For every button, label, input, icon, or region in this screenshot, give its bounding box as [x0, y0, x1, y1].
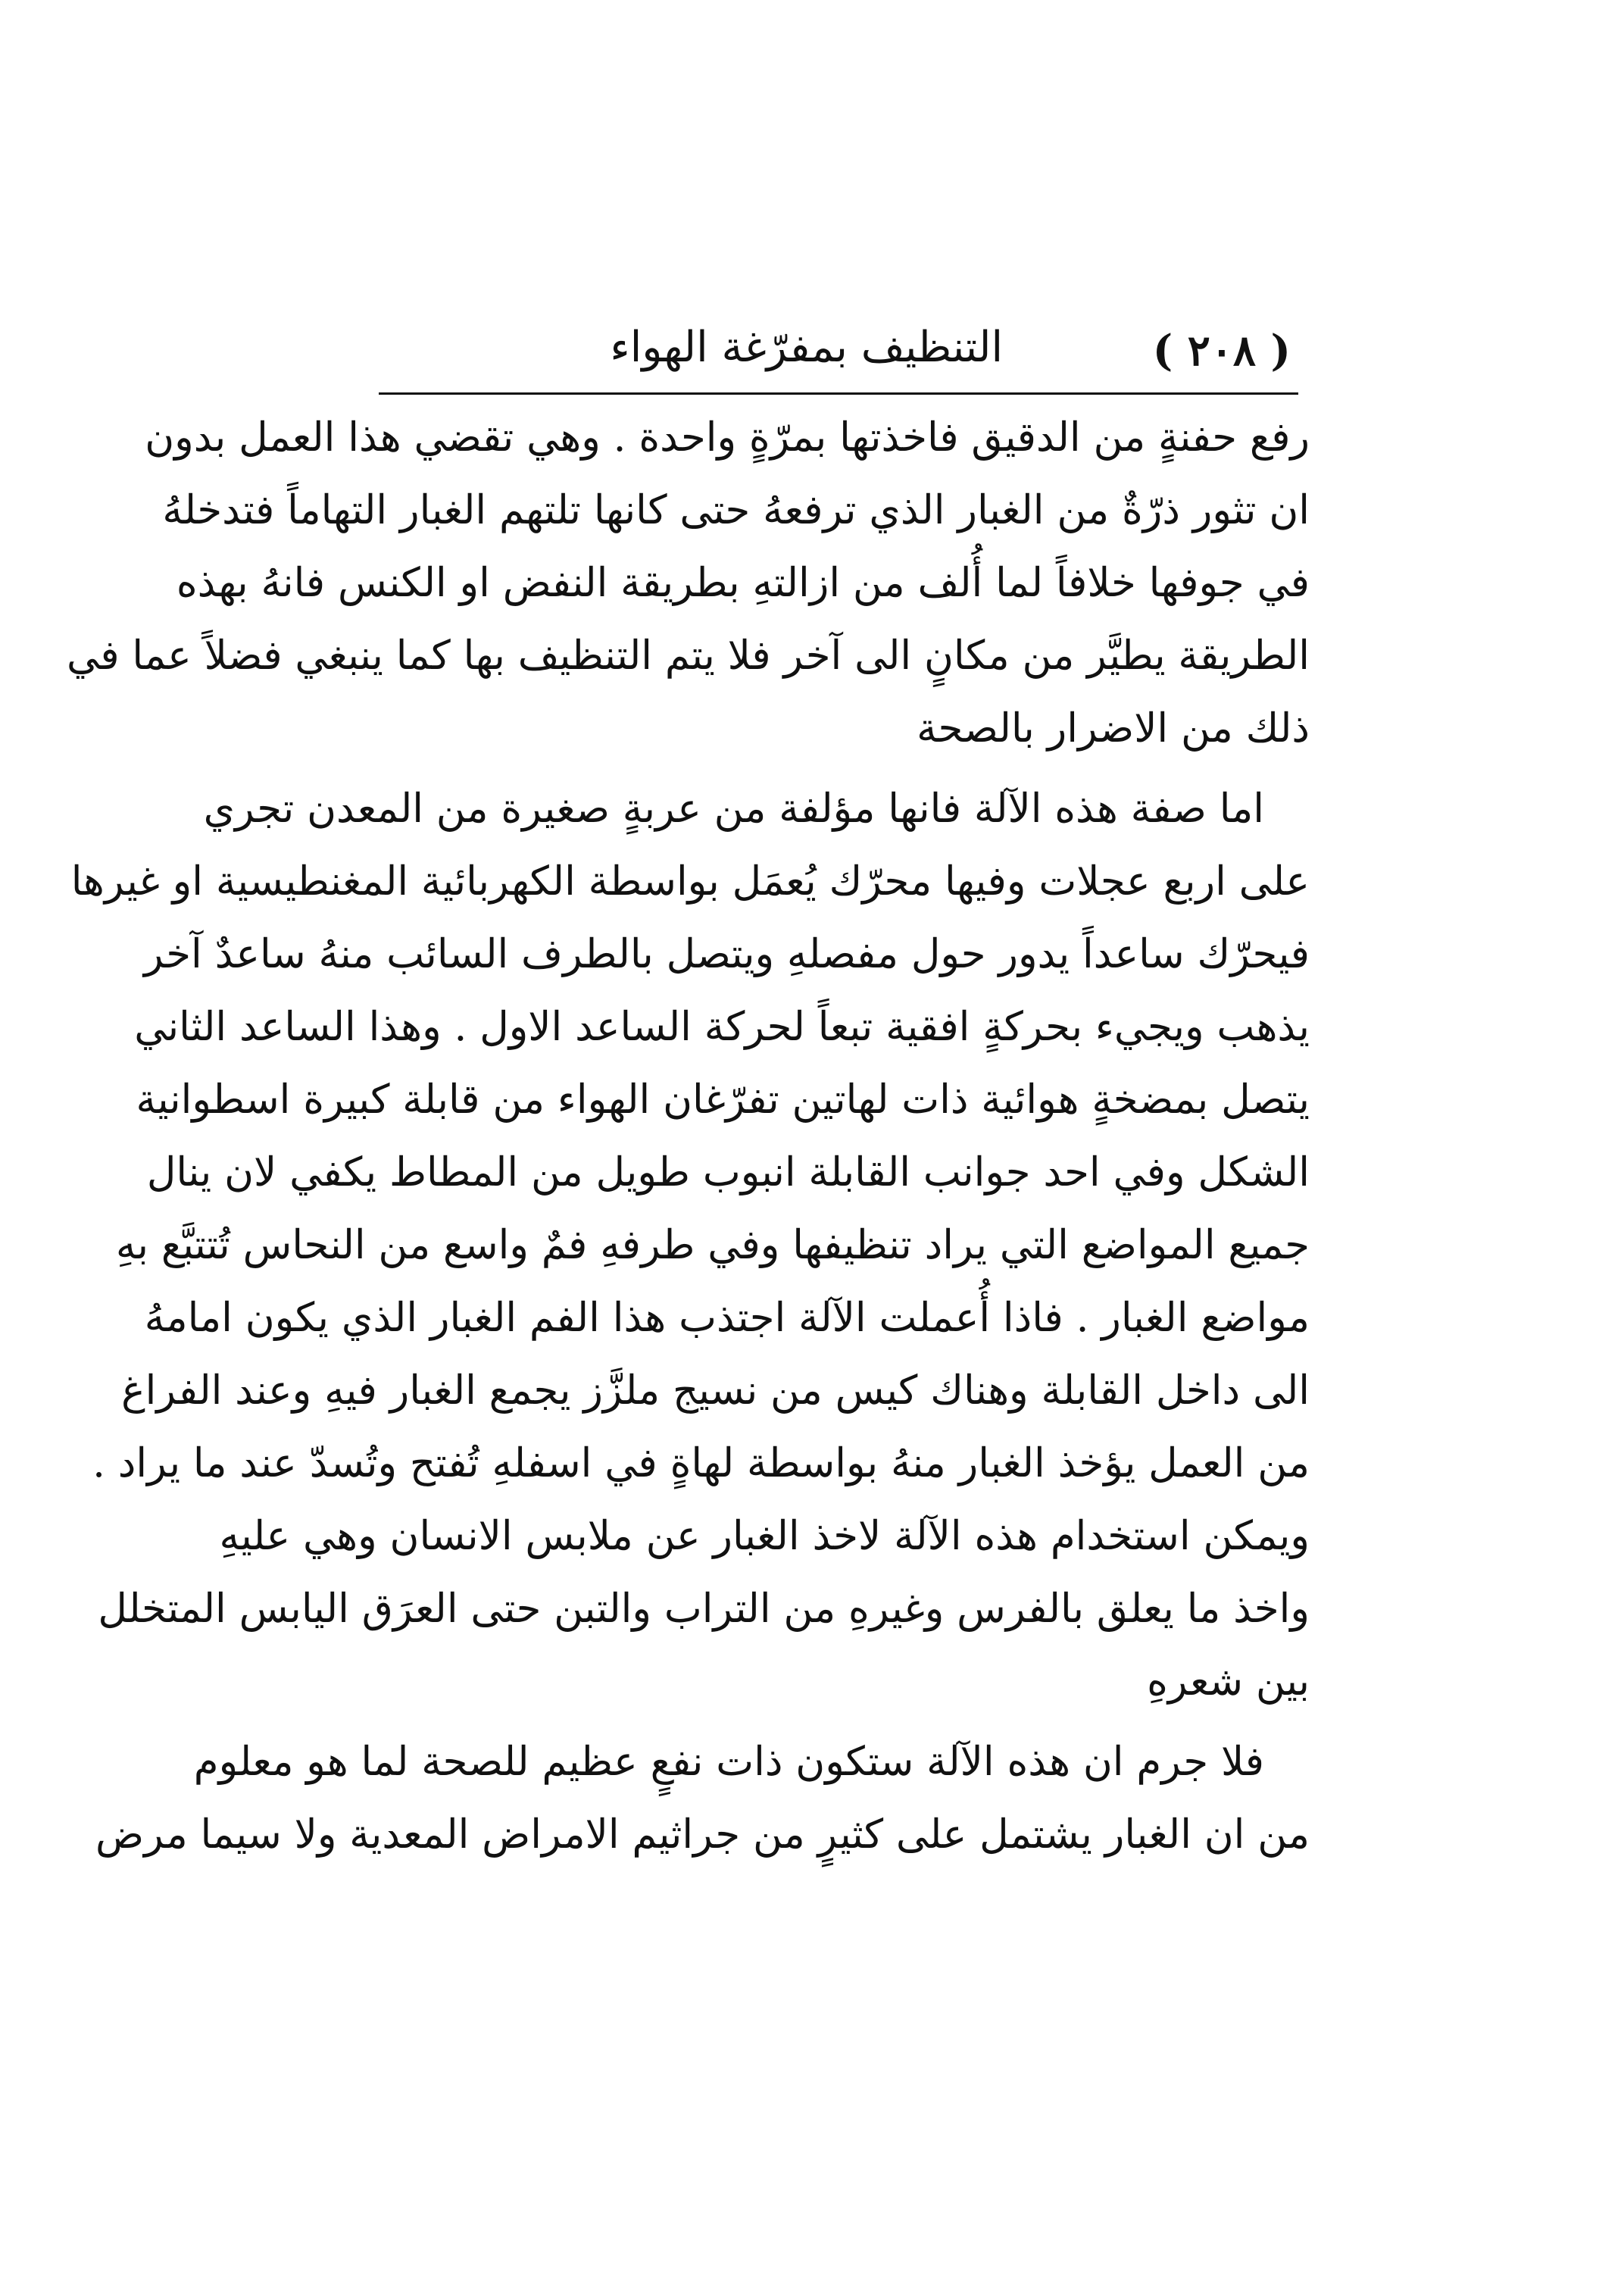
text-line: فلا جرم ان هذه الآلة ستكون ذات نفعٍ عظيم للصحة لما هو معلوم: [193, 1739, 1264, 1785]
text-line: جميع المواضع التي يراد تنظيفها وفي طرفهِ فمٌ واسع من النحاس تُتتبَّع بهِ: [115, 1222, 1310, 1268]
text-line: واخذ ما يعلق بالفرس وغيرهِ من التراب والتبن حتى العرَق اليابس المتخلل: [98, 1586, 1310, 1632]
page-number: ( ٢٠٨ ): [1152, 326, 1291, 376]
page-header: [379, 311, 1291, 386]
text-line: ذلك من الاضرار بالصحة: [917, 705, 1310, 752]
text-line: الشكل وفي احد جوانب القابلة انبوب طويل من المطاط يكفي لان ينال: [146, 1149, 1310, 1196]
paragraph-gap: [341, 765, 1310, 773]
paragraph-1: [67, 402, 1310, 765]
text-line: بين شعرهِ: [1147, 1658, 1310, 1705]
body-text: [67, 402, 1310, 1871]
text-line: ان تثور ذرّةٌ من الغبار الذي ترفعهُ حتى كانها تلتهم الغبار التهاماً فتدخلهُ: [162, 487, 1310, 533]
paragraph-2: [70, 773, 1310, 1718]
text-line: ويمكن استخدام هذه الآلة لاخذ الغبار عن ملابس الانسان وهي عليهِ: [219, 1513, 1310, 1559]
text-line: اما صفة هذه الآلة فانها مؤلفة من عربةٍ صغيرة من المعدن تجري: [203, 786, 1264, 832]
running-title: التنظيف بمفرّغة الهواء: [610, 323, 1003, 372]
text-line: من العمل يؤخذ الغبار منهُ بواسطة لهاةٍ في اسفلهِ تُفتح وتُسدّ عند ما يراد .: [92, 1440, 1310, 1486]
text-line: على اربع عجلات وفيها محرّك يُعمَل بواسطة الكهربائية المغنطيسية او غيرها: [70, 858, 1310, 905]
text-line: يتصل بمضخةٍ هوائية ذات لهاتين تفرّغان الهواء من قابلة كبيرة اسطوانية: [136, 1077, 1310, 1123]
text-line: الطريقة يطيَّر من مكانٍ الى آخر فلا يتم التنظيف بها كما ينبغي فضلاً عما في: [67, 633, 1310, 679]
paragraph-gap: [341, 1718, 1310, 1726]
text-line: الى داخل القابلة وهناك كيس من نسيج ملزَّز يجمع الغبار فيهِ وعند الفراغ: [121, 1367, 1310, 1414]
text-line: في جوفها خلافاً لما أُلف من ازالتهِ بطريقة النفض او الكنس فانهُ بهذه: [176, 560, 1310, 606]
text-line: رفع حفنةٍ من الدقيق فاخذتها بمرّةٍ واحدة . وهي تقضي هذا العمل بدون: [145, 414, 1310, 461]
paragraph-3: [95, 1726, 1310, 1871]
text-line: فيحرّك ساعداً يدور حول مفصلهِ ويتصل بالطرف السائب منهُ ساعدٌ آخر: [144, 931, 1310, 977]
text-line: مواضع الغبار . فاذا أُعملت الآلة اجتذب هذا الفم الغبار الذي يكون امامهُ: [144, 1295, 1310, 1341]
text-line: يذهب ويجيء بحركةٍ افقية تبعاً لحركة الساعد الاول . وهذا الساعد الثاني: [134, 1004, 1310, 1050]
header-rule: [379, 392, 1298, 395]
text-line: من ان الغبار يشتمل على كثيرٍ من جراثيم الامراض المعدية ولا سيما مرض: [95, 1811, 1310, 1858]
